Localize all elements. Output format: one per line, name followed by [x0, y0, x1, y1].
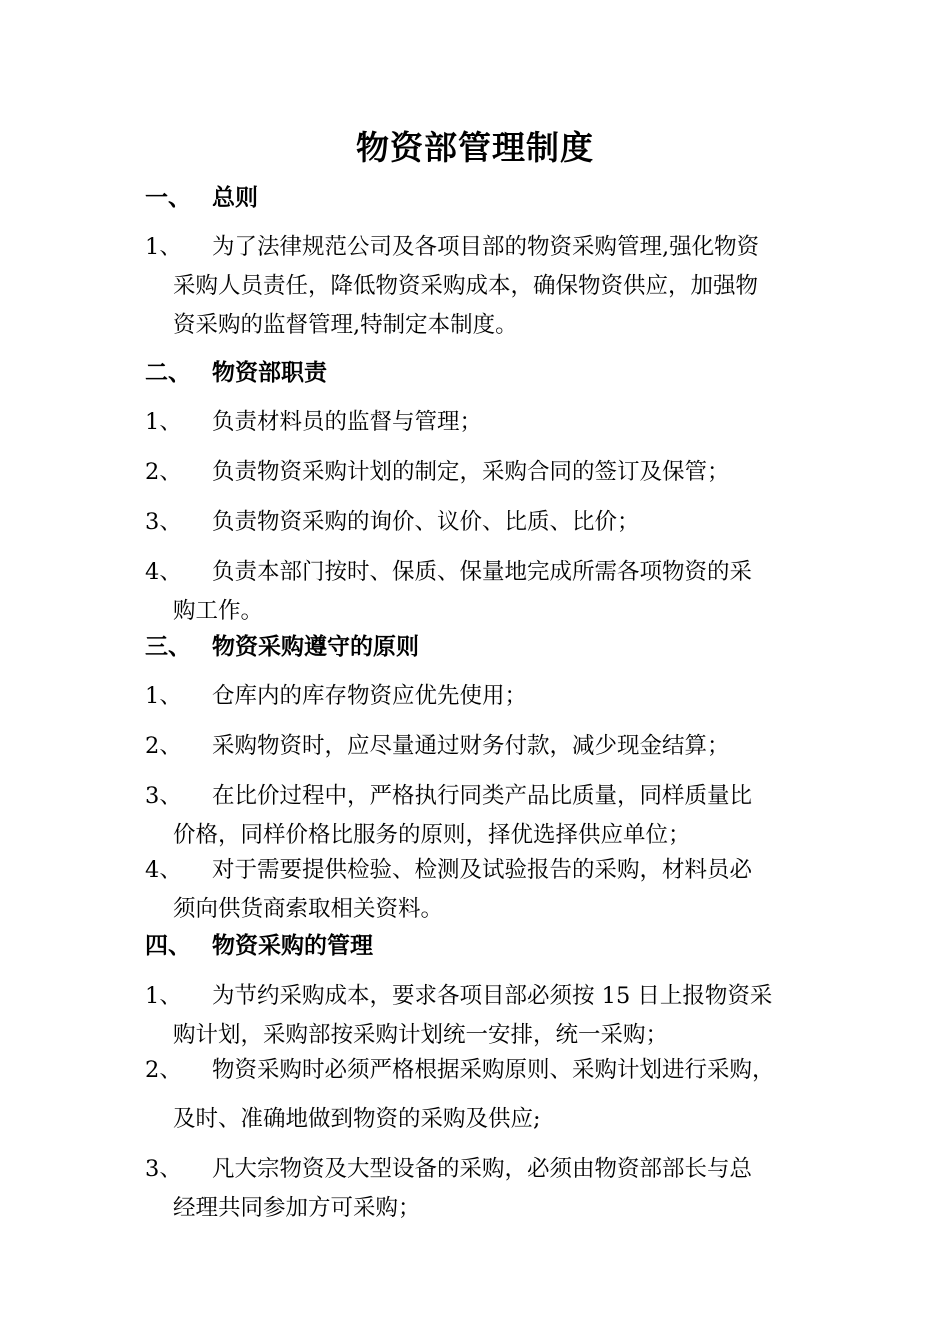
item-text-line: 购计划，采购部按采购计划统一安排，统一采购； — [173, 1022, 669, 1048]
list-item — [145, 553, 752, 631]
section-heading-3 — [145, 630, 419, 664]
item-text-line: 及时、准确地做到物资的采购及供应; — [173, 1106, 541, 1132]
item-number: 2、 — [145, 459, 182, 485]
item-number: 3、 — [145, 783, 182, 809]
section-title: 总则 — [212, 184, 258, 211]
item-text-line: 物资采购时必须严格根据采购原则、采购计划进行采购， — [212, 1057, 775, 1083]
item-number: 1、 — [145, 409, 182, 435]
item-text-line: 负责材料员的监督与管理； — [212, 409, 483, 435]
document-title: 物资部管理制度 — [356, 128, 594, 167]
list-item — [145, 677, 527, 716]
item-text-line: 须向供货商索取相关资料。 — [173, 896, 444, 922]
list-item — [145, 228, 759, 345]
item-number: 1、 — [145, 983, 182, 1009]
section-title: 物资部职责 — [212, 359, 327, 386]
item-number: 3、 — [145, 1156, 182, 1182]
list-item — [145, 777, 752, 855]
item-text-line: 仓库内的库存物资应优先使用； — [212, 683, 528, 709]
section-number: 四、 — [145, 932, 191, 959]
item-text-line: 采购物资时，应尽量通过财务付款，减少现金结算； — [212, 733, 730, 759]
section-heading-4 — [145, 929, 373, 963]
item-number: 4、 — [145, 857, 182, 883]
section-title: 物资采购的管理 — [212, 932, 373, 959]
item-number: 2、 — [145, 733, 182, 759]
item-number: 2、 — [145, 1057, 182, 1083]
section-title: 物资采购遵守的原则 — [212, 633, 419, 660]
item-text-line: 负责物资采购计划的制定，采购合同的签订及保管； — [212, 459, 730, 485]
item-text-line: 在比价过程中，严格执行同类产品比质量，同样质量比 — [212, 783, 753, 809]
section-heading-2 — [145, 356, 327, 390]
item-text-line: 采购人员责任，降低物资采购成本，确保物资供应，加强物 — [173, 273, 759, 299]
list-item — [145, 727, 730, 766]
section-number: 二、 — [145, 359, 191, 386]
list-item — [145, 403, 482, 442]
list-item — [145, 1150, 752, 1228]
item-text-line: 负责物资采购的询价、议价、比质、比价； — [212, 509, 640, 535]
list-item — [145, 851, 752, 929]
item-text-line: 经理共同参加方可采购； — [173, 1195, 421, 1221]
item-text-line: 凡大宗物资及大型设备的采购，必须由物资部部长与总 — [212, 1156, 753, 1182]
item-number: 1、 — [145, 683, 182, 709]
item-text-line: 购工作。 — [173, 598, 264, 624]
item-text-line: 为了法律规范公司及各项目部的物资采购管理,强化物资 — [212, 234, 760, 260]
item-text-line: 资采购的监督管理,特制定本制度。 — [173, 312, 518, 338]
section-number: 一、 — [145, 184, 191, 211]
item-number: 1、 — [145, 234, 182, 260]
section-heading-1 — [145, 181, 258, 215]
list-item — [145, 453, 730, 492]
item-number: 4、 — [145, 559, 182, 585]
item-text-line: 负责本部门按时、保质、保量地完成所需各项物资的采 — [212, 559, 753, 585]
list-item — [145, 1051, 775, 1139]
item-text-line: 价格，同样价格比服务的原则，择优选择供应单位； — [173, 822, 691, 848]
item-text-line: 为节约采购成本，要求各项目部必须按 15 日上报物资采 — [212, 983, 773, 1009]
list-item — [145, 977, 772, 1055]
list-item — [145, 503, 640, 542]
item-number: 3、 — [145, 509, 182, 535]
section-number: 三、 — [145, 633, 191, 660]
item-text-line: 对于需要提供检验、检测及试验报告的采购，材料员必 — [212, 857, 753, 883]
